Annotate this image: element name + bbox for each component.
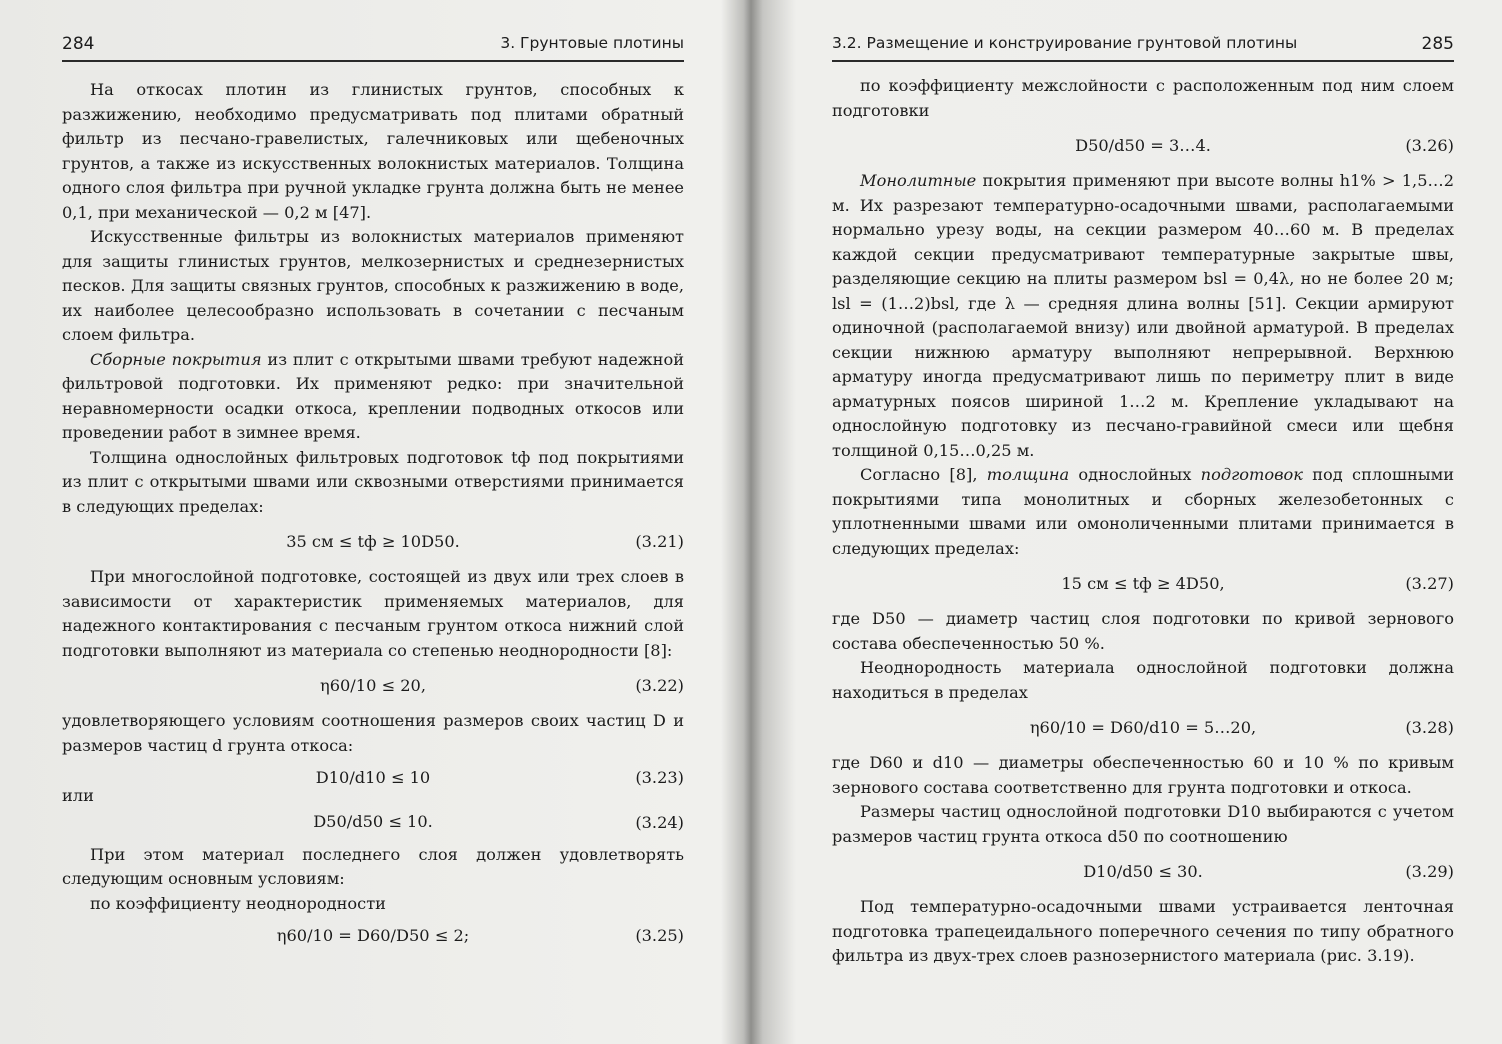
- equation-3-29: [832, 849, 1454, 895]
- right-page-body: [832, 74, 1454, 969]
- page-number: 284: [62, 34, 95, 54]
- paragraph: Размеры частиц однослойной подготовки D10 выбираются с учетом размеров частиц грунта откоса d50 по соотношению: [832, 802, 1454, 846]
- running-title: 3.2. Размещение и конструирование грунтовой плотины: [832, 34, 1298, 52]
- paragraph: При этом материал последнего слоя должен удовлетворять следующим основным условиям:: [62, 844, 684, 888]
- conjunction-label: или: [62, 786, 94, 805]
- equation-3-22: [62, 663, 684, 709]
- equation-number: (3.26): [1405, 135, 1454, 155]
- equation-expression: η60/10 = D60/D50 ≤ 2;: [276, 925, 470, 945]
- left-page-body: [62, 78, 684, 956]
- right-page-header: [752, 30, 1502, 58]
- paragraph-text: Согласно [8],: [860, 465, 987, 484]
- paragraph: [832, 463, 1454, 561]
- equation-number: (3.25): [635, 925, 684, 945]
- equation-expression: D10/d50 ≤ 30.: [1083, 861, 1203, 881]
- paragraph: по коэффициенту неоднородности: [90, 893, 386, 913]
- paragraph: [62, 348, 684, 446]
- equation-number: (3.28): [1405, 717, 1454, 737]
- italic-term: подготовок: [1200, 465, 1303, 484]
- italic-term: Сборные покрытия: [90, 349, 262, 369]
- equation-expression: η60/10 = D60/d10 = 5…20,: [1029, 717, 1257, 737]
- paragraph: удовлетворяющего условиям соотношения размеров своих частиц D и размеров частиц d грунта откоса:: [62, 711, 684, 755]
- equation-expression: D50/d50 = 3…4.: [1075, 135, 1211, 155]
- header-rule: [832, 60, 1454, 62]
- paragraph-text: под сплошными покрытиями типа монолитных и сборных железобетонных с уплотненными швами или омоноличенными плитами принимается в следующих пределах:: [832, 465, 1455, 558]
- equation-number: (3.22): [635, 675, 684, 695]
- page-number: 285: [1421, 34, 1454, 54]
- paragraph: Искусственные фильтры из волокнистых материалов применяют для защиты глинистых грунтов, мелкозернистых и среднезернистых песков. Для защиты связных грунтов, способных к разжижению в воде, их наиболее целесообразно использовать в сочетании с песчаным слоем фильтра.: [62, 227, 684, 344]
- equation-3-27: [832, 561, 1454, 607]
- equation-expression: 15 см ≤ tф ≥ 4D50,: [1061, 573, 1225, 593]
- paragraph-text: из плит с открытыми швами требуют надежной фильтровой подготовки. Их применяют редко: при значительной неравномерности осадки откоса, креплении подводных откосов или проведении работ в зимнее время.: [62, 349, 684, 442]
- paragraph: Неоднородность материала однослойной подготовки должна находиться в пределах: [832, 658, 1454, 702]
- equation-number: (3.29): [1405, 861, 1454, 881]
- equation-number: (3.23): [635, 767, 684, 787]
- running-title: 3. Грунтовые плотины: [500, 34, 684, 52]
- paragraph-text: однослойных: [1069, 465, 1201, 484]
- paragraph: При многослойной подготовке, состоящей из двух или трех слоев в зависимости от характеристик применяемых материалов, для надежного контактирования с песчаным грунтом откоса нижний слой подготовки выполняют из материала со степенью неоднородности [8]:: [62, 567, 684, 660]
- equation-3-23: [62, 758, 684, 798]
- left-page-header: [0, 30, 750, 58]
- left-page: [0, 0, 750, 1044]
- italic-term: толщина: [986, 465, 1070, 484]
- paragraph-text: покрытия применяют при высоте волны h1% > 1,5…2 м. Их разрезают температурно-осадочными швами, располагаемыми нормально урезу воды, на секции размером 40…60 м. В пределах каждой секции предусматривают температурные закрытые швы, разделяющие секцию на плиты размером bsl = 0,4λ, но не более 20 м; lsl = (1…2)bsl, где λ — средняя длина волны [51]. Секции армируют одиночной (располагаемой внизу) или двойной арматурой. В пределах секции нижнюю арматуру выполняют непрерывной. Верхнюю арматуру иногда предусматривают лишь по периметру плит в виде арматурных поясов шириной 1…2 м. Крепление укладывают на однослойную подготовку из песчано-гравийной смеси или щебня толщиной 0,15…0,25 м.: [832, 171, 1454, 460]
- equation-number: (3.24): [635, 812, 684, 832]
- paragraph: [832, 169, 1454, 463]
- paragraph: Под температурно-осадочными швами устраивается ленточная подготовка трапецеидального поперечного сечения по типу обратного фильтра из двух-трех слоев разнозернистого материала (рис. 3.19).: [832, 897, 1454, 965]
- italic-term: Монолитные: [860, 171, 977, 190]
- paragraph: где D50 — диаметр частиц слоя подготовки по кривой зернового состава обеспеченностью 50 %.: [832, 609, 1454, 653]
- equation-3-25: [62, 916, 684, 956]
- paragraph: Толщина однослойных фильтровых подготовок tф под покрытиями из плит с открытыми швами или сквозными отверстиями принимается в следующих пределах:: [62, 447, 684, 516]
- paragraph: На откосах плотин из глинистых грунтов, способных к разжижению, необходимо предусматривать под плитами обратный фильтр из песчано-гравелистых, галечниковых или щебеночных грунтов, а также из искусственных волокнистых материалов. Толщина одного слоя фильтра при ручной укладке грунта должна быть не менее 0,1, при механической — 0,2 м [47].: [62, 80, 684, 222]
- equation-expression: 35 см ≤ tф ≥ 10D50.: [286, 531, 460, 551]
- equation-3-28: [832, 705, 1454, 751]
- equation-expression: D50/d50 ≤ 10.: [313, 812, 433, 832]
- paragraph: где D60 и d10 — диаметры обеспеченностью 60 и 10 % по кривым зернового состава соответственно для грунта подготовки и откоса.: [832, 753, 1454, 797]
- right-page: [752, 0, 1502, 1044]
- equation-3-24: [62, 803, 684, 843]
- equation-expression: D10/d10 ≤ 10: [315, 767, 431, 787]
- equation-3-21: [62, 519, 684, 565]
- equation-number: (3.21): [635, 531, 684, 551]
- equation-number: (3.27): [1405, 573, 1454, 593]
- equation-expression: η60/10 ≤ 20,: [320, 675, 426, 695]
- equation-3-26: [832, 123, 1454, 169]
- header-rule: [62, 60, 684, 62]
- paragraph: по коэффициенту межслойности с расположенным под ним слоем подготовки: [832, 76, 1454, 120]
